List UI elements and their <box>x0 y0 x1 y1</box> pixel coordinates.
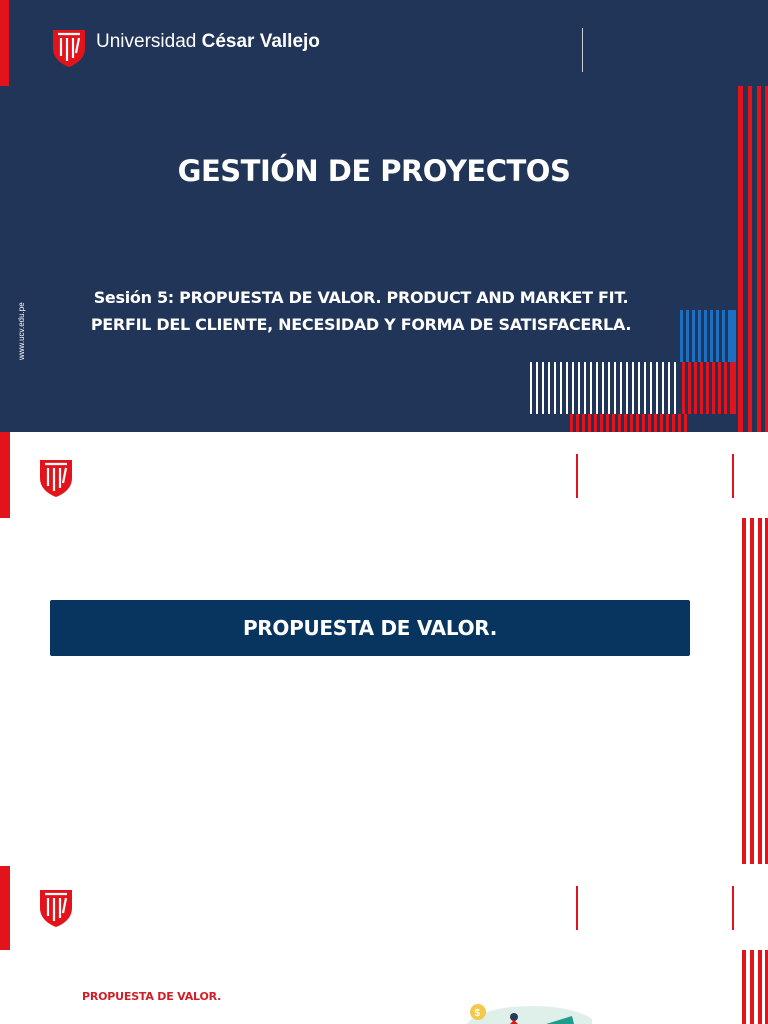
slide-title: GESTIÓN DE PROYECTOS <box>177 154 571 188</box>
header-divider-right <box>732 886 734 930</box>
white-stripes <box>530 362 676 414</box>
session-subtitle-line1: Sesión 5: PROPUESTA DE VALOR. PRODUCT AND MARKET FIT. <box>93 288 629 307</box>
right-red-stripes <box>740 950 768 1024</box>
coin-person-illustration-icon <box>462 998 592 1024</box>
blue-stripes <box>680 310 736 362</box>
session-subtitle-line2: PERFIL DEL CLIENTE, NECESIDAD Y FORMA DE SATISFACERLA. <box>90 315 632 334</box>
brand-regular: Universidad <box>96 31 202 52</box>
content-slide <box>0 864 768 1024</box>
bottom-red-stripes <box>570 414 687 432</box>
svg-text:$: $ <box>474 1008 481 1019</box>
section-slide <box>0 432 768 864</box>
left-accent-bar <box>0 866 10 950</box>
right-red-stripes <box>740 518 768 864</box>
title-slide <box>0 0 768 432</box>
ucv-logo-icon <box>39 458 73 498</box>
stripe-decoration <box>0 0 768 432</box>
left-accent-bar <box>0 432 10 518</box>
tall-red-stripes <box>738 86 768 432</box>
section-heading: PROPUESTA DE VALOR. <box>82 990 222 1003</box>
header-divider-left <box>576 886 578 930</box>
banner-title: PROPUESTA DE VALOR. <box>242 616 498 640</box>
header-divider-right <box>732 454 734 498</box>
brand-bold: César Vallejo <box>201 31 320 52</box>
section-banner <box>50 600 690 656</box>
header-divider-left <box>576 454 578 498</box>
url-text: www.ucv.edu.pe <box>17 302 26 360</box>
red-stripes-block <box>682 362 736 414</box>
ucv-logo-icon <box>39 888 73 928</box>
